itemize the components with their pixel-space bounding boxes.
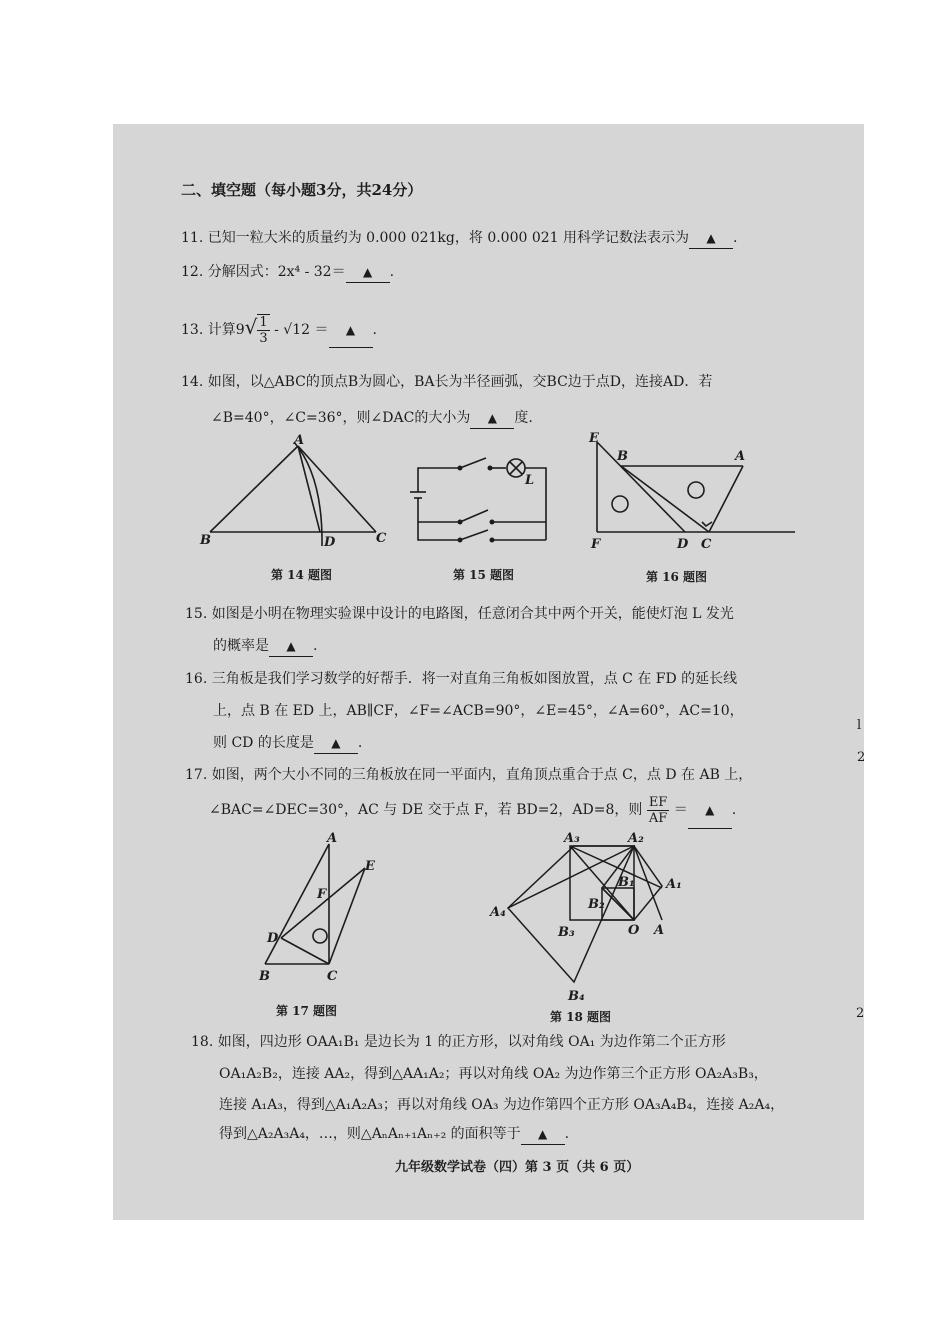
fig16-side-bc (621, 466, 709, 532)
q17-answer-blank (688, 792, 732, 829)
question-18-line1 (191, 1032, 726, 1052)
question-16-line3 (213, 733, 362, 754)
q17-fraction (647, 795, 670, 826)
question-17-line1 (185, 765, 752, 785)
q18-mark: ▲ (538, 1127, 548, 1141)
q13-frac-num: 1 (259, 315, 268, 330)
question-11 (181, 228, 737, 249)
fig17-label-d: D (267, 931, 279, 946)
q14-line1: 如图，以△ABC的顶点B为圆心，BA长为半径画弧，交BC边于点D，连接AD．若 (207, 374, 713, 390)
fig16-label-b: B (617, 449, 628, 464)
fig16-label-d: D (677, 537, 689, 552)
fig15-wire-top-left (418, 468, 458, 492)
question-17-line2 (209, 792, 736, 829)
question-13 (181, 310, 377, 348)
fig16-label-c: C (701, 537, 712, 552)
fig14-label-c: C (376, 531, 387, 546)
q17-frac-num: EF (648, 794, 668, 810)
q11-number: 11. (181, 230, 204, 246)
edge-mark-2: 2 (857, 750, 866, 765)
switch-3 (460, 530, 488, 540)
q13-mark: ▲ (345, 323, 356, 337)
switch-1 (460, 458, 486, 468)
fig14-side-ab (210, 446, 298, 532)
q17-number: 17. (185, 767, 208, 783)
fig16-caption: 第 16 题图 (646, 570, 708, 584)
fig17-label-f: F (317, 887, 327, 902)
sqrt-sign: √ (244, 315, 258, 339)
q18-line2: OA₁A₂B₂，连接 AA₂，得到△AA₁A₂；再以对角线 OA₂ 为边作第三个正方形 OA₂A₃B₃， (219, 1066, 768, 1082)
q18-end: . (564, 1126, 570, 1142)
fig16-side-ed (597, 442, 685, 532)
fig15-lamp-label: L (525, 473, 535, 488)
fig17-label-a: A (327, 831, 338, 846)
q16-line1: 三角板是我们学习数学的好帮手．将一对直角三角板如图放置，点 C 在 FD 的延长线 (211, 671, 738, 687)
section-title: 二、填空题（每小题3分，共24分） (181, 181, 423, 199)
q17-end: . (731, 802, 737, 818)
fig16-hole-1 (612, 496, 628, 512)
q11-answer-blank (689, 228, 733, 249)
q13-answer-blank (329, 313, 373, 348)
fig18-caption: 第 18 题图 (550, 1010, 612, 1024)
q15-answer-blank (269, 636, 313, 657)
fig14-label-d: D (324, 535, 336, 550)
q17-equals: ＝ (673, 802, 688, 818)
fig14-caption: 第 14 题图 (271, 568, 333, 582)
fig14-label-a: A (294, 433, 305, 448)
q13-text-before: 计算9 (207, 322, 245, 338)
fig15-caption: 第 15 题图 (453, 568, 515, 582)
question-14-line2 (211, 408, 533, 429)
question-15-line1 (185, 604, 734, 624)
q13-end: . (372, 322, 377, 338)
q11-end: . (733, 230, 738, 246)
q12-text: 分解因式：2x⁴ - 32＝ (207, 264, 346, 280)
fig14-label-b: B (200, 533, 211, 548)
q17-mark: ▲ (705, 803, 715, 817)
q15-line1: 如图是小明在物理实验课中设计的电路图，任意闭合其中两个开关，能使灯泡 L 发光 (211, 606, 734, 622)
q16-mark: ▲ (331, 736, 341, 750)
q16-line2: 上，点 B 在 ED 上，AB∥CF，∠F=∠ACB=90°，∠E=45°，∠A=60°，AC=10， (213, 703, 744, 719)
q12-mark: ▲ (362, 265, 373, 279)
q18-line4: 得到△A₂A₃A₄，…，则△AₙAₙ₊₁Aₙ₊₂ 的面积等于 (219, 1126, 521, 1142)
q15-mark: ▲ (286, 639, 296, 653)
fig18-label-a: A (654, 923, 665, 938)
fig18-label-a3: A₃ (564, 831, 580, 846)
q12-end: . (389, 264, 395, 280)
q16-number: 16. (185, 671, 208, 687)
fig17-side-dc (281, 938, 329, 964)
q16-line3: 则 CD 的长度是 (213, 735, 314, 751)
fig16-label-a: A (735, 449, 746, 464)
question-18-line4 (219, 1124, 569, 1145)
fig17-hole (313, 929, 327, 943)
q18-number: 18. (191, 1034, 214, 1050)
fig16-label-f: F (591, 537, 601, 552)
fig18-label-b4: B₄ (568, 989, 585, 1004)
question-15-line2 (213, 636, 317, 657)
fig16-right-angle (702, 522, 712, 526)
fig16-hole-2 (688, 482, 704, 498)
q18-answer-blank (521, 1124, 565, 1145)
q18-line3: 连接 A₁A₃，得到△A₁A₂A₃；再以对角线 OA₃ 为边作第四个正方形 OA₃A₄B₄，连接 A₂A₄， (219, 1097, 785, 1113)
q17-frac-den: AF (648, 810, 668, 826)
page-footer: 九年级数学试卷（四）第 3 页（共 6 页） (395, 1160, 640, 1175)
fig18-label-b2: B₂ (588, 897, 605, 912)
figure-14 (198, 433, 398, 556)
figure-17 (253, 831, 383, 986)
q18-line1: 如图，四边形 OAA₁B₁ 是边长为 1 的正方形，以对角线 OA₁ 为边作第二个正方形 (217, 1034, 726, 1050)
fig17-label-c: C (327, 969, 338, 984)
q11-text: 已知一粒大米的质量约为 0.000 021kg，将 0.000 021 用科学记数法表示为 (207, 230, 690, 246)
question-16-line1 (185, 669, 737, 689)
q15-number: 15. (185, 606, 208, 622)
q13-number: 13. (181, 322, 204, 338)
q12-number: 12. (181, 264, 204, 280)
q15-end: . (313, 638, 318, 654)
q14-mark: ▲ (487, 411, 497, 425)
q16-end: . (357, 735, 363, 751)
fig18-label-b1: B₁ (618, 875, 635, 890)
q14-answer-blank (470, 408, 514, 429)
switch-2 (460, 510, 488, 522)
figure-15 (408, 454, 558, 549)
q14-number: 14. (181, 374, 204, 390)
fig15-wire-bottom-left (418, 498, 460, 540)
q13-frac-den: 3 (259, 331, 268, 346)
q13-text-after: - √12 ＝ (269, 322, 329, 338)
q12-answer-blank (346, 262, 390, 283)
question-14-line1 (181, 372, 712, 392)
fig16-label-e: E (589, 431, 599, 446)
figure-18 (488, 831, 688, 1006)
fig17-label-e: E (365, 859, 375, 874)
question-16-line2 (213, 701, 744, 721)
fig18-label-a4: A₄ (490, 905, 506, 920)
q15-line2: 的概率是 (213, 638, 269, 654)
q17-line1: 如图，两个大小不同的三角板放在同一平面内，直角顶点重合于点 C，点 D 在 AB 上， (211, 767, 753, 783)
fig18-label-a1: A₁ (666, 877, 682, 892)
fig18-label-o: O (628, 923, 640, 938)
edge-mark-1: l (857, 718, 862, 733)
fig17-label-b: B (259, 969, 270, 984)
q14-line2: ∠B=40°，∠C=36°，则∠DAC的大小为 (211, 410, 471, 426)
question-18-line3 (219, 1095, 784, 1115)
fig18-label-b3: B₃ (558, 925, 575, 940)
fig18-label-a2: A₂ (628, 831, 644, 846)
fig16-side-ac (709, 466, 743, 532)
exam-paper (113, 124, 864, 1220)
q11-mark: ▲ (706, 231, 716, 245)
q14-end: 度. (514, 410, 533, 426)
q16-answer-blank (314, 733, 358, 754)
edge-mark-3: 2 (856, 1006, 865, 1021)
figure-16 (585, 432, 800, 557)
question-12 (181, 262, 394, 283)
fig17-caption: 第 17 题图 (276, 1004, 338, 1018)
q17-line2: ∠BAC=∠DEC=30°，AC 与 DE 交于点 F，若 BD=2，AD=8，则 (209, 802, 643, 818)
question-18-line2 (219, 1064, 768, 1084)
q13-fraction (257, 314, 269, 346)
